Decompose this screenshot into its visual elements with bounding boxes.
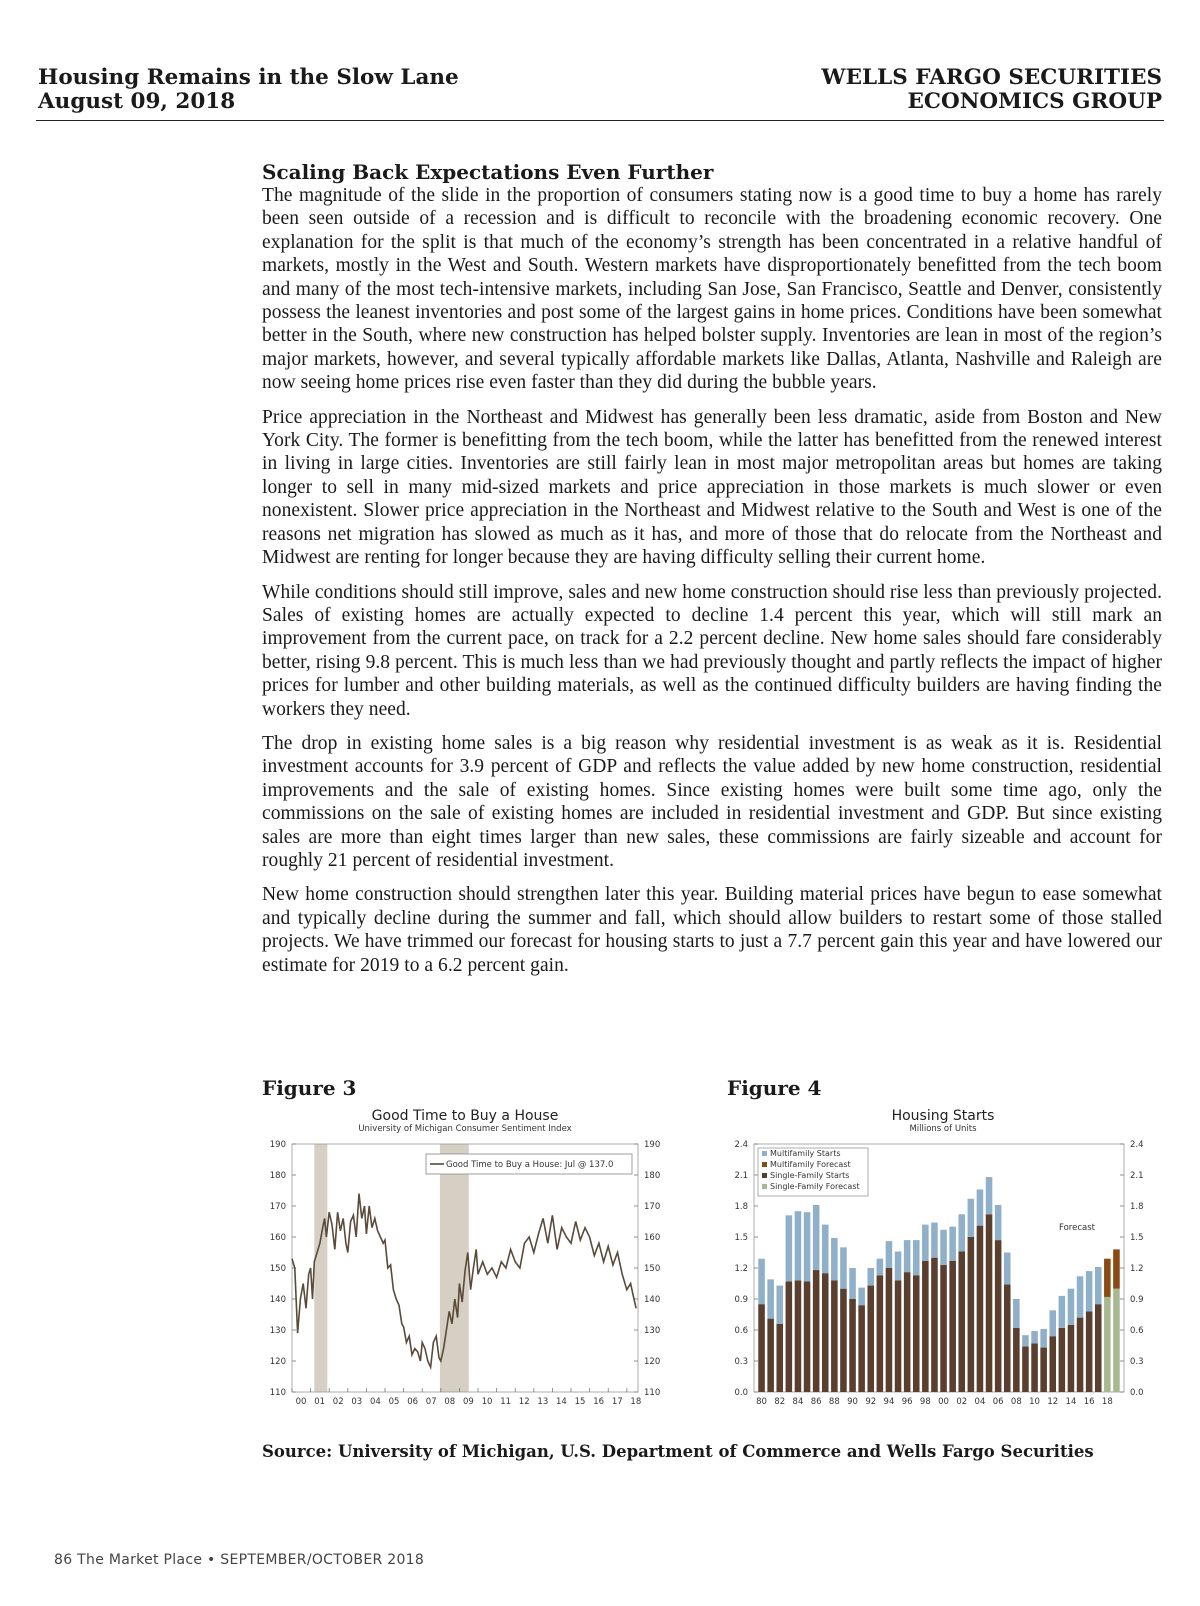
x-tick-label: 16 bbox=[1083, 1397, 1095, 1407]
bar-single-family-starts bbox=[804, 1281, 811, 1392]
bar-multifamily-starts bbox=[1086, 1271, 1093, 1311]
paragraph: New home construction should strengthen later this year. Building material prices have begun to ease somewhat and typically decline during the summer and fall, which should allow builders to restart some of those stalled projects. We have trimmed our forecast for housing starts to just a 7.7 percent gain this year and have lowered our estimate for 2019 to a 6.2 percent gain. bbox=[262, 884, 1162, 976]
y-tick-label-right: 150 bbox=[644, 1264, 661, 1274]
bar-multifamily-starts bbox=[1031, 1331, 1038, 1343]
y-tick-label-left: 0.9 bbox=[734, 1295, 748, 1305]
y-tick-label-right: 160 bbox=[644, 1233, 661, 1243]
y-tick-label-left: 140 bbox=[269, 1295, 286, 1305]
legend-label: Multifamily Starts bbox=[770, 1149, 841, 1158]
bar-single-family-starts bbox=[1004, 1285, 1011, 1392]
figure-4-label: Figure 4 bbox=[727, 1076, 822, 1100]
bar-multifamily-starts bbox=[776, 1286, 783, 1324]
bar-single-family-starts bbox=[758, 1304, 765, 1392]
x-tick-label: 16 bbox=[593, 1397, 605, 1407]
y-tick-label-left: 0.0 bbox=[734, 1388, 748, 1398]
bar-single-family-starts bbox=[977, 1226, 984, 1392]
report-header-left bbox=[38, 66, 459, 114]
bar-multifamily-starts bbox=[804, 1212, 811, 1281]
report-date: August 09, 2018 bbox=[38, 89, 236, 114]
chart-subtitle: Millions of Units bbox=[909, 1124, 977, 1134]
bar-single-family-starts bbox=[1059, 1328, 1066, 1392]
y-tick-label-left: 150 bbox=[269, 1264, 286, 1274]
x-tick-label: 90 bbox=[847, 1397, 858, 1407]
org-group: ECONOMICS GROUP bbox=[907, 89, 1162, 114]
y-tick-label-left: 1.5 bbox=[734, 1233, 748, 1243]
bar-multifamily-starts bbox=[1077, 1276, 1084, 1317]
bar-multifamily-forecast bbox=[1104, 1259, 1111, 1297]
bar-single-family-starts bbox=[995, 1240, 1002, 1392]
bar-multifamily-starts bbox=[968, 1199, 975, 1237]
legend-swatch bbox=[762, 1173, 767, 1178]
bar-multifamily-starts bbox=[958, 1214, 965, 1251]
bar-single-family-starts bbox=[1068, 1325, 1075, 1392]
bar-multifamily-starts bbox=[1068, 1289, 1075, 1325]
bar-multifamily-starts bbox=[977, 1189, 984, 1225]
paragraph: Price appreciation in the Northeast and Midwest has generally been less dramatic, aside from Boston and New York City. The former is benefitting from the tech boom, while the latter has benefitted from the renewed interest in living in large cities. Inventories are still fairly lean in most major metropolitan areas but homes are taking longer to sell in many mid-sized markets and price appreciation in those markets is much slower or even nonexistent. Slower price appreciation in the Northeast and Midwest relative to the South and West is one of the reasons net migration has slowed as much as it has, and more of those that do relocate from the Northeast and Midwest are renting for longer because they are having difficulty selling their current home. bbox=[262, 406, 1162, 569]
figure-4-chart bbox=[724, 1106, 1160, 1430]
bar-single-family-starts bbox=[822, 1273, 829, 1392]
good-time-to-buy-chart bbox=[260, 1106, 670, 1426]
x-tick-label: 05 bbox=[388, 1397, 400, 1407]
bar-multifamily-starts bbox=[831, 1238, 838, 1280]
bar-multifamily-starts bbox=[849, 1268, 856, 1299]
x-tick-label: 15 bbox=[574, 1397, 586, 1407]
bar-multifamily-starts bbox=[1049, 1310, 1056, 1336]
paragraph: The drop in existing home sales is a big reason why residential investment is as weak as it is. Residential investment accounts for 3.9 percent of GDP and reflects the value added by new home construction, residential improvements and the sale of existing homes. Since existing homes were built some time ago, only the commissions on the sale of existing homes are included in residential investment and GDP. But since existing sales are more than eight times larger than new sales, these commissions are fairly sizeable and account for roughly 21 percent of residential investment. bbox=[262, 732, 1162, 871]
figure-3-chart bbox=[260, 1106, 670, 1430]
page-footer: 86 The Market Place • SEPTEMBER/OCTOBER 2018 bbox=[54, 1552, 425, 1568]
bar-single-family-starts bbox=[913, 1275, 920, 1392]
bar-multifamily-starts bbox=[940, 1230, 947, 1265]
x-tick-label: 12 bbox=[518, 1397, 530, 1407]
y-tick-label-right: 2.4 bbox=[1130, 1140, 1144, 1150]
bar-single-family-forecast bbox=[1104, 1297, 1111, 1392]
bar-multifamily-starts bbox=[795, 1211, 802, 1280]
x-tick-label: 14 bbox=[1065, 1397, 1077, 1407]
bar-multifamily-starts bbox=[949, 1227, 956, 1261]
chart-title: Good Time to Buy a House bbox=[371, 1108, 559, 1124]
y-tick-label-left: 1.2 bbox=[734, 1264, 748, 1274]
chart-title: Housing Starts bbox=[891, 1108, 995, 1124]
y-tick-label-right: 1.5 bbox=[1130, 1233, 1144, 1243]
bar-multifamily-starts bbox=[986, 1177, 993, 1214]
x-tick-label: 10 bbox=[481, 1397, 493, 1407]
y-tick-label-right: 0.3 bbox=[1130, 1357, 1144, 1367]
bar-single-family-starts bbox=[1049, 1336, 1056, 1392]
x-tick-label: 00 bbox=[938, 1397, 949, 1407]
x-tick-label: 18 bbox=[630, 1397, 642, 1407]
bar-single-family-starts bbox=[931, 1258, 938, 1392]
y-tick-label-right: 0.0 bbox=[1130, 1388, 1144, 1398]
bar-multifamily-starts bbox=[931, 1223, 938, 1258]
paragraph: While conditions should still improve, sales and new home construction should rise less than previously projected. Sales of existing homes are actually expected to decline 1.4 percent this year, which will still mark an improvement from the current pace, on track for a 2.2 percent decline. New home sales should fare considerably better, rising 9.8 percent. This is much less than we had previously thought and partly reflects the impact of higher prices for lumber and other building materials, as well as the continued difficulty builders are having finding the workers they need. bbox=[262, 581, 1162, 720]
bar-single-family-starts bbox=[1013, 1328, 1020, 1392]
y-tick-label-right: 110 bbox=[644, 1388, 661, 1398]
bar-single-family-starts bbox=[795, 1280, 802, 1392]
y-tick-label-left: 180 bbox=[269, 1171, 286, 1181]
bar-multifamily-starts bbox=[858, 1288, 865, 1306]
legend-label: Good Time to Buy a House: Jul @ 137.0 bbox=[446, 1160, 614, 1170]
bar-multifamily-starts bbox=[995, 1205, 1002, 1240]
x-tick-label: 06 bbox=[992, 1397, 1004, 1407]
chart-subtitle: University of Michigan Consumer Sentiment Index bbox=[358, 1124, 572, 1134]
bar-multifamily-starts bbox=[813, 1205, 820, 1270]
y-tick-label-right: 190 bbox=[644, 1140, 661, 1150]
y-tick-label-right: 120 bbox=[644, 1357, 661, 1367]
bar-single-family-starts bbox=[940, 1265, 947, 1392]
legend-swatch bbox=[762, 1162, 767, 1167]
legend-label: Multifamily Forecast bbox=[770, 1160, 851, 1169]
x-tick-label: 18 bbox=[1101, 1397, 1113, 1407]
bar-single-family-starts bbox=[958, 1251, 965, 1392]
x-tick-label: 12 bbox=[1047, 1397, 1059, 1407]
y-tick-label-right: 170 bbox=[644, 1202, 661, 1212]
bar-single-family-starts bbox=[831, 1280, 838, 1392]
x-tick-label: 88 bbox=[828, 1397, 840, 1407]
bar-single-family-starts bbox=[767, 1319, 774, 1392]
bar-single-family-starts bbox=[877, 1275, 884, 1392]
x-tick-label: 02 bbox=[956, 1397, 968, 1407]
y-tick-label-right: 0.6 bbox=[1130, 1326, 1144, 1336]
bar-single-family-starts bbox=[1031, 1343, 1038, 1392]
y-tick-label-left: 2.4 bbox=[734, 1140, 748, 1150]
x-tick-label: 06 bbox=[407, 1397, 419, 1407]
bar-multifamily-forecast bbox=[1113, 1249, 1120, 1288]
bar-multifamily-starts bbox=[767, 1279, 774, 1318]
bar-single-family-starts bbox=[949, 1261, 956, 1392]
bar-single-family-starts bbox=[968, 1237, 975, 1392]
x-tick-label: 04 bbox=[369, 1397, 381, 1407]
bar-single-family-starts bbox=[922, 1261, 929, 1392]
x-tick-label: 86 bbox=[810, 1397, 822, 1407]
y-tick-label-left: 2.1 bbox=[734, 1171, 748, 1181]
bar-multifamily-starts bbox=[1095, 1267, 1102, 1304]
bar-multifamily-starts bbox=[822, 1225, 829, 1274]
bar-multifamily-starts bbox=[895, 1251, 902, 1280]
y-tick-label-left: 170 bbox=[269, 1202, 286, 1212]
bar-single-family-starts bbox=[840, 1289, 847, 1392]
bar-single-family-starts bbox=[1077, 1318, 1084, 1392]
x-tick-label: 98 bbox=[919, 1397, 931, 1407]
bar-single-family-starts bbox=[849, 1299, 856, 1392]
legend-label: Single-Family Starts bbox=[770, 1171, 850, 1180]
bar-single-family-forecast bbox=[1113, 1289, 1120, 1392]
y-tick-label-right: 180 bbox=[644, 1171, 661, 1181]
legend-swatch bbox=[762, 1184, 767, 1189]
bar-multifamily-starts bbox=[1040, 1329, 1047, 1348]
org-name: WELLS FARGO SECURITIES bbox=[821, 65, 1162, 90]
bar-multifamily-starts bbox=[1022, 1335, 1029, 1346]
bar-single-family-starts bbox=[1022, 1347, 1029, 1392]
y-tick-label-left: 110 bbox=[269, 1388, 286, 1398]
bar-multifamily-starts bbox=[867, 1268, 874, 1286]
article-body bbox=[262, 160, 1162, 988]
bar-multifamily-starts bbox=[786, 1215, 793, 1281]
bar-single-family-starts bbox=[776, 1324, 783, 1392]
report-header-right bbox=[821, 66, 1162, 114]
recession-shading bbox=[440, 1144, 469, 1392]
y-tick-label-right: 2.1 bbox=[1130, 1171, 1144, 1181]
y-tick-label-left: 160 bbox=[269, 1233, 286, 1243]
y-tick-label-left: 190 bbox=[269, 1140, 286, 1150]
bar-single-family-starts bbox=[904, 1272, 911, 1392]
bar-multifamily-starts bbox=[904, 1240, 911, 1272]
x-tick-label: 82 bbox=[774, 1397, 786, 1407]
recession-shading bbox=[314, 1144, 327, 1392]
y-tick-label-right: 1.2 bbox=[1130, 1264, 1144, 1274]
paragraph: The magnitude of the slide in the proportion of consumers stating now is a good time to buy a home has rarely been seen outside of a recession and is difficult to reconcile with the broadening economic recovery. One explanation for the split is that much of the economy’s strength has been concentrated in a relative handful of markets, mostly in the West and South. Western markets have disproportionately benefitted from the tech boom and many of the most tech-intensive markets, including San Jose, San Francisco, Seattle and Denver, consistently possess the leanest inventories and post some of the largest gains in home prices. Conditions have been somewhat better in the South, where new construction has helped bolster supply. Inventories are lean in most of the region’s major markets, however, and several typically affordable markets like Dallas, Atlanta, Nashville and Raleigh are now seeing home prices rise even faster than they did during the bubble years. bbox=[262, 185, 1162, 394]
bar-single-family-starts bbox=[895, 1280, 902, 1392]
x-tick-label: 92 bbox=[865, 1397, 877, 1407]
bar-single-family-starts bbox=[786, 1281, 793, 1392]
y-tick-label-left: 120 bbox=[269, 1357, 286, 1367]
bar-multifamily-starts bbox=[913, 1240, 920, 1275]
bar-single-family-starts bbox=[886, 1268, 893, 1392]
section-title: Scaling Back Expectations Even Further bbox=[262, 160, 714, 184]
figure-source: Source: University of Michigan, U.S. Department of Commerce and Wells Fargo Securities bbox=[262, 1442, 1094, 1461]
x-tick-label: 80 bbox=[756, 1397, 767, 1407]
x-tick-label: 84 bbox=[792, 1397, 804, 1407]
bar-multifamily-starts bbox=[922, 1225, 929, 1261]
x-tick-label: 01 bbox=[314, 1397, 326, 1407]
x-tick-label: 14 bbox=[556, 1397, 567, 1407]
housing-starts-chart bbox=[724, 1106, 1160, 1426]
bar-multifamily-starts bbox=[1013, 1299, 1020, 1328]
x-tick-label: 04 bbox=[974, 1397, 986, 1407]
y-tick-label-left: 130 bbox=[269, 1326, 286, 1336]
report-title: Housing Remains in the Slow Lane bbox=[38, 65, 459, 90]
bar-multifamily-starts bbox=[877, 1259, 884, 1276]
header-divider bbox=[36, 120, 1164, 121]
x-tick-label: 94 bbox=[883, 1397, 895, 1407]
y-tick-label-left: 1.8 bbox=[734, 1202, 748, 1212]
bar-multifamily-starts bbox=[1004, 1253, 1011, 1285]
forecast-annotation: Forecast bbox=[1059, 1223, 1095, 1233]
x-tick-label: 96 bbox=[901, 1397, 913, 1407]
bar-single-family-starts bbox=[867, 1286, 874, 1392]
y-tick-label-right: 0.9 bbox=[1130, 1295, 1144, 1305]
x-tick-label: 17 bbox=[611, 1397, 623, 1407]
bar-single-family-starts bbox=[1095, 1304, 1102, 1392]
x-tick-label: 03 bbox=[351, 1397, 363, 1407]
bar-multifamily-starts bbox=[758, 1259, 765, 1304]
bar-single-family-starts bbox=[1040, 1348, 1047, 1392]
y-tick-label-left: 0.6 bbox=[734, 1326, 748, 1336]
legend-swatch bbox=[762, 1151, 767, 1156]
bar-single-family-starts bbox=[986, 1214, 993, 1392]
y-tick-label-left: 0.3 bbox=[734, 1357, 748, 1367]
x-tick-label: 07 bbox=[425, 1397, 437, 1407]
x-tick-label: 09 bbox=[463, 1397, 474, 1407]
x-tick-label: 10 bbox=[1029, 1397, 1040, 1407]
y-tick-label-right: 130 bbox=[644, 1326, 661, 1336]
bar-single-family-starts bbox=[813, 1270, 820, 1392]
bar-single-family-starts bbox=[1086, 1311, 1093, 1392]
y-tick-label-right: 1.8 bbox=[1130, 1202, 1144, 1212]
x-tick-label: 02 bbox=[332, 1397, 344, 1407]
figure-3-label: Figure 3 bbox=[262, 1076, 357, 1100]
bar-multifamily-starts bbox=[1059, 1296, 1066, 1328]
x-tick-label: 08 bbox=[1010, 1397, 1022, 1407]
x-tick-label: 08 bbox=[444, 1397, 456, 1407]
y-tick-label-right: 140 bbox=[644, 1295, 661, 1305]
bar-multifamily-starts bbox=[840, 1247, 847, 1288]
bar-single-family-starts bbox=[858, 1305, 865, 1392]
x-tick-label: 00 bbox=[295, 1397, 307, 1407]
legend-label: Single-Family Forecast bbox=[770, 1182, 860, 1191]
bar-multifamily-starts bbox=[886, 1241, 893, 1268]
x-tick-label: 11 bbox=[500, 1397, 512, 1407]
x-tick-label: 13 bbox=[537, 1397, 549, 1407]
